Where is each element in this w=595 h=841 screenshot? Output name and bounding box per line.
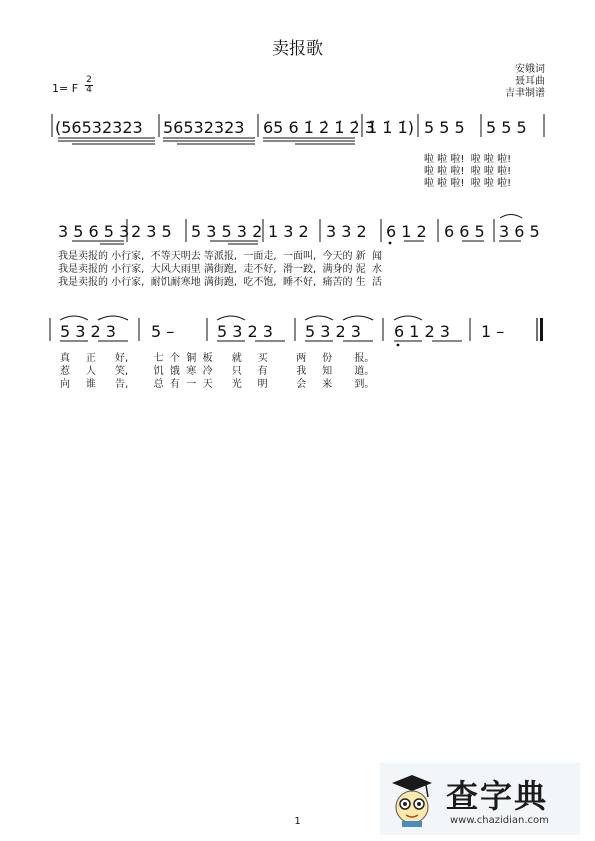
system3-measure-3: 5 3 2 3 [217, 322, 273, 341]
system3-measure-5: 6 1 2 3 [394, 322, 450, 341]
time-signature-top: 2 [86, 75, 92, 85]
system1-measure-1: (56532323 [55, 118, 143, 137]
system3-lyric-verse-1: 真 正 好, 七 个 铜 板 就 买 两 份 报。 [60, 353, 375, 364]
page-number: 1 [294, 816, 301, 827]
system3-lyric-verse-3: 向 谁 告, 总 有 一 天 光 明 会 来 到。 [60, 379, 375, 390]
system-2 [58, 215, 540, 245]
time-signature-bottom: 4 [86, 85, 92, 95]
system2-lyric-verse-1: 我是卖报的 小行家, 不等天明去 等派报, 一面走, 一面叫, 今天的 新 闻 [58, 251, 383, 262]
low-octave-dot [389, 242, 392, 245]
system1-measure-5: 5 5 5 [424, 118, 465, 137]
transcriber-credit: 吉聿制谱 [505, 88, 545, 99]
system2-measure-1: 3 5 6 5 3 [58, 222, 130, 241]
lyricist-credit: 安娥词 [515, 64, 545, 75]
system2-measure-5: 3 3 2 [326, 222, 367, 241]
system3-measure-1: 5 3 2 3 [60, 322, 116, 341]
system2-measure-2: 2 3 5 [131, 222, 172, 241]
system3-measure-4: 5 3 2 3 [305, 322, 361, 341]
system1-lyric-verse-3: 啦 啦 啦! 啦 啦 啦! [424, 178, 512, 189]
system2-measure-7: 6 6 5 [444, 222, 485, 241]
system1-measure-3: 65 6 1̇ 2̇ 1̇ 2̇ 3̇ [263, 118, 375, 137]
system2-measure-8: 3 6 5 [499, 222, 540, 241]
key-signature: 1= F [52, 82, 79, 95]
system1-lyric-verse-1: 啦 啦 啦! 啦 啦 啦! [424, 154, 512, 165]
song-title: 卖报歌 [272, 39, 323, 59]
system1-lyric-verse-2: 啦 啦 啦! 啦 啦 啦! [424, 166, 512, 177]
system2-measure-6: 6 1 2 [386, 222, 427, 241]
system2-measure-3: 5 3 5 3 2 [191, 222, 263, 241]
system3-measure-2: 5 – [151, 322, 175, 341]
system3-lyric-verse-2: 惹 人 笑, 饥 饿 寒 冷 只 有 我 知 道。 [60, 366, 375, 377]
system3-measure-6: 1 – [481, 322, 505, 341]
system2-lyric-verse-2: 我是卖报的 小行家, 大风大雨里 满街跑, 走不好, 滑一跤, 满身的 泥 水 [58, 264, 383, 275]
watermark-url: www.chazidian.com [450, 815, 549, 826]
system1-measure-2: 56532323 [163, 118, 245, 137]
system1-measure-4: 1̇ 1̇ 1̇) [367, 118, 414, 137]
final-barline-thick [540, 318, 543, 341]
system2-lyric-verse-3: 我是卖报的 小行家, 耐饥耐寒地 满街跑, 吃不饱, 睡不好, 痛苦的 生 活 [58, 277, 383, 288]
watermark-brand: 查字典 [446, 777, 549, 815]
system2-measure-4: 1 3 2 [268, 222, 309, 241]
system1-measure-6: 5 5 5 [486, 118, 527, 137]
system-3 [50, 316, 543, 346]
low-octave-dot [397, 344, 400, 347]
system-1 [52, 114, 544, 144]
composer-credit: 聂耳曲 [515, 76, 545, 87]
